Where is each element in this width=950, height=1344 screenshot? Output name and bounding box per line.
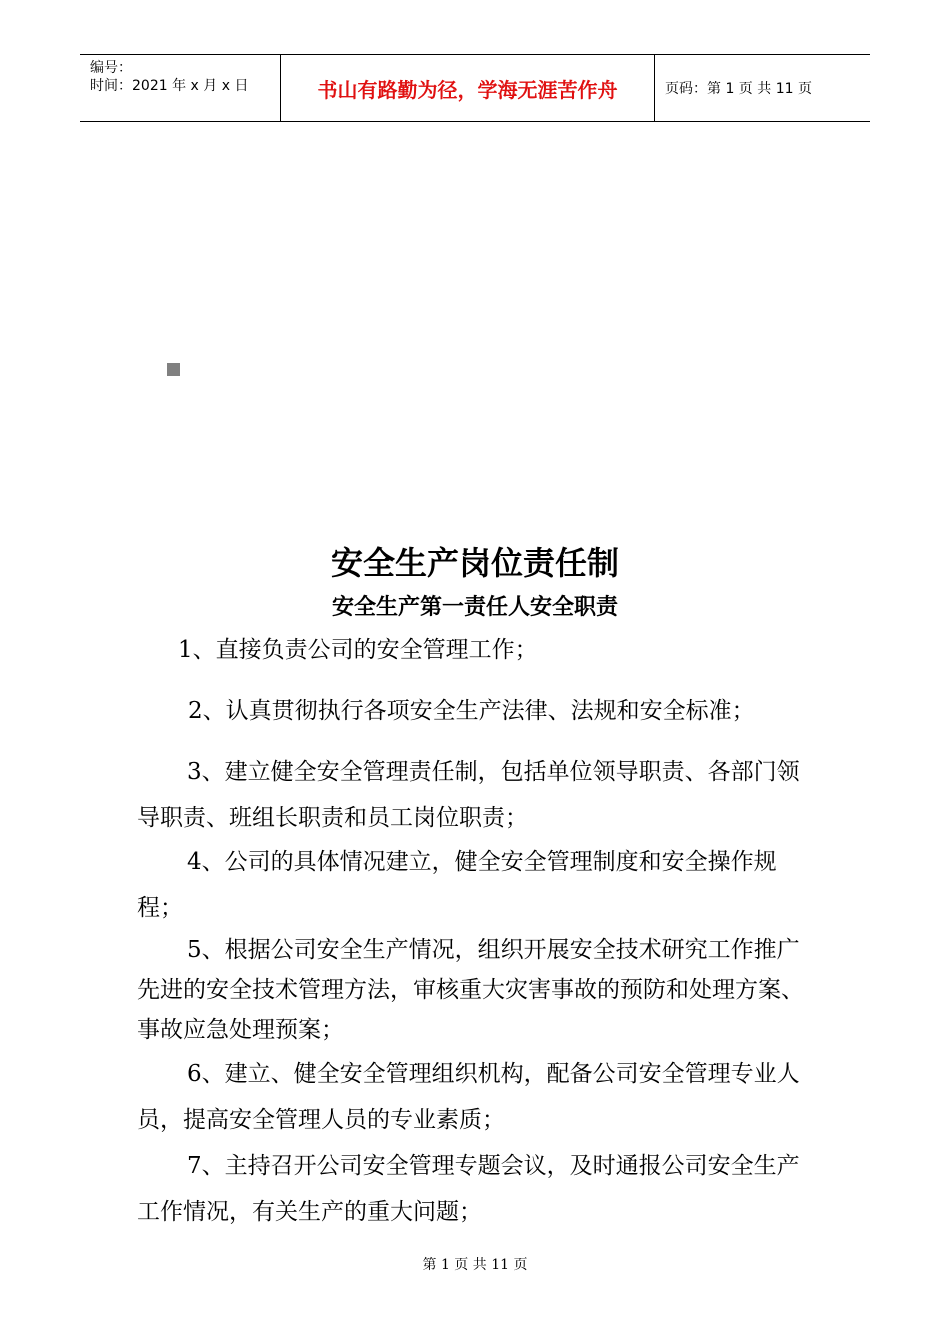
list-item: 6、建立、健全安全管理组织机构，配备公司安全管理专业人员，提高安全管理人员的专业素质； <box>137 1061 800 1133</box>
list-item: 1、直接负责公司的安全管理工作； <box>178 637 538 663</box>
header-motto: 书山有路勤为径，学海无涯苦作舟 <box>281 55 655 121</box>
page-footer: 第 1 页 共 11 页 <box>422 1257 528 1273</box>
document-number-label: 编号： <box>90 60 132 76</box>
page-header <box>80 54 870 122</box>
list-item: 4、公司的具体情况建立，健全安全管理制度和安全操作规程； <box>137 849 777 921</box>
document-title: 安全生产岗位责任制 <box>330 544 619 582</box>
header-page-number: 页码：第 1 页 共 11 页 <box>665 81 812 97</box>
list-item: 7、主持召开公司安全管理专题会议，及时通报公司安全生产工作情况，有关生产的重大问题； <box>137 1153 800 1225</box>
square-bullet-icon <box>167 363 180 376</box>
list-item: 3、建立健全安全管理责任制，包括单位领导职责、各部门领导职责、班组长职责和员工岗位职责； <box>137 759 800 831</box>
document-date-label: 时间：2021 年 x 月 x 日 <box>90 78 249 94</box>
document-subtitle: 安全生产第一责任人安全职责 <box>331 595 618 620</box>
list-item: 2、认真贯彻执行各项安全生产法律、法规和安全标准； <box>188 698 755 724</box>
list-item: 5、根据公司安全生产情况，组织开展安全技术研究工作推广先进的安全技术管理方法，审核重大灾害事故的预防和处理方案、事故应急处理预案； <box>137 937 804 1043</box>
header-meta <box>80 55 281 121</box>
